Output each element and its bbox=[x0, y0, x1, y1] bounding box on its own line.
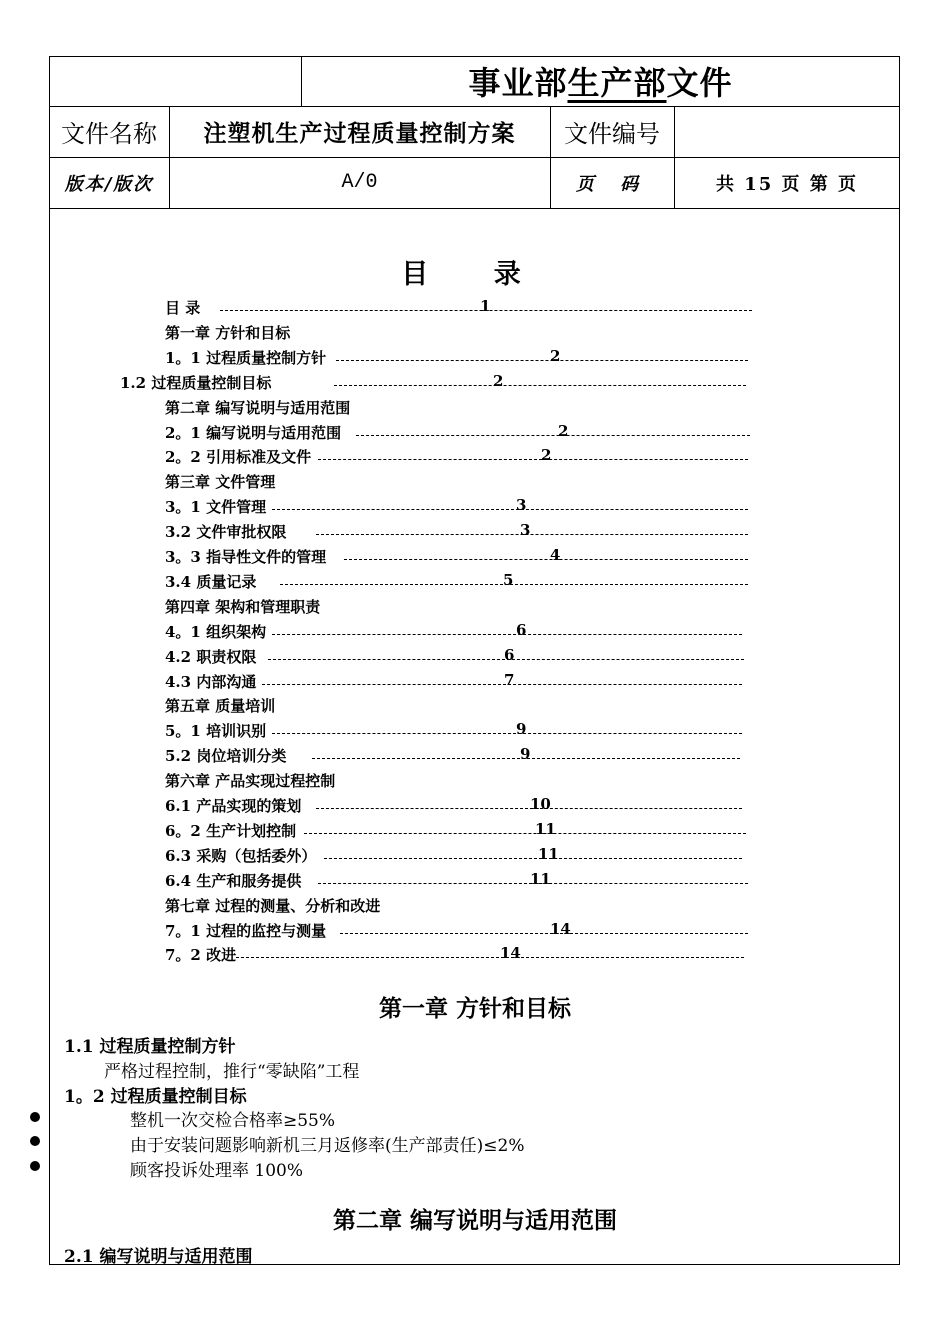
toc-entry-label: 1。1 过程质量控制方针 bbox=[165, 348, 327, 367]
toc-entry-label: 1.2 过程质量控制目标 bbox=[120, 373, 272, 392]
toc-entry-page: 3 bbox=[516, 496, 527, 515]
toc-leader-line bbox=[272, 733, 742, 734]
chapter-2-title: 第二章 编写说明与适用范围 bbox=[332, 1207, 617, 1234]
toc-entry-page: 14 bbox=[500, 944, 521, 963]
toc-entry[interactable] bbox=[0, 745, 950, 767]
toc-leader-line bbox=[262, 684, 742, 685]
toc-entry[interactable] bbox=[0, 496, 950, 518]
toc-entry-label: 第三章 文件管理 bbox=[165, 473, 276, 492]
toc-entry-page: 2 bbox=[493, 371, 504, 390]
toc-entry-page: 1 bbox=[480, 297, 491, 315]
toc-entry[interactable] bbox=[0, 671, 950, 693]
toc-entry-page: 3 bbox=[520, 521, 531, 540]
toc-entry-label: 第四章 架构和管理职责 bbox=[165, 597, 321, 616]
toc-entry-label: 2。2 引用标准及文件 bbox=[165, 448, 312, 467]
toc-entry-label: 6.1 产品实现的策划 bbox=[165, 797, 302, 815]
document-department-title bbox=[301, 56, 900, 106]
toc-entry[interactable] bbox=[0, 820, 950, 842]
toc-leader-line bbox=[334, 385, 746, 386]
toc-entry[interactable] bbox=[0, 895, 950, 917]
toc-entry-page: 6 bbox=[516, 620, 527, 639]
bullet-icon bbox=[30, 1136, 40, 1146]
toc-entry[interactable] bbox=[0, 870, 950, 892]
file-name-label: 文件名称 bbox=[61, 120, 157, 148]
header-divider bbox=[49, 208, 900, 209]
toc-leader-line bbox=[318, 459, 748, 460]
page-label: 页 码 bbox=[575, 173, 649, 195]
toc-leader-line bbox=[340, 933, 748, 934]
toc-entry[interactable] bbox=[0, 621, 950, 643]
toc-entry-label: 6。2 生产计划控制 bbox=[165, 821, 297, 840]
version-label: 版本/版次 bbox=[64, 173, 154, 195]
toc-entry-page: 6 bbox=[504, 645, 515, 664]
toc-entry[interactable] bbox=[0, 770, 950, 792]
toc-leader-line bbox=[344, 559, 748, 560]
department-prefix: 事业部 bbox=[468, 64, 568, 102]
toc-entry[interactable] bbox=[0, 695, 950, 717]
toc-entry[interactable] bbox=[0, 596, 950, 618]
toc-entry-page: 2 bbox=[541, 446, 552, 465]
toc-leader-line bbox=[336, 360, 748, 361]
toc-entry-label: 3。3 指导性文件的管理 bbox=[165, 548, 327, 566]
toc-entry-label: 7。2 改进 bbox=[165, 946, 237, 965]
toc-entry-label: 第五章 质量培训 bbox=[165, 697, 276, 716]
file-number-value bbox=[674, 106, 900, 157]
toc-entry-label: 6.3 采购（包括委外） bbox=[165, 846, 317, 865]
section-1-2-title: 1。2 过程质量控制目标 bbox=[64, 1087, 247, 1107]
toc-entry-label: 目 录 bbox=[165, 299, 201, 317]
toc-entry-page: 4 bbox=[550, 546, 561, 564]
target-item: 由于安装问题影响新机三月返修率(生产部责任)≤2% bbox=[130, 1136, 525, 1156]
toc-entry[interactable] bbox=[0, 422, 950, 444]
toc-leader-line bbox=[316, 534, 748, 535]
toc-entry-page: 9 bbox=[516, 720, 527, 739]
bullet-icon bbox=[30, 1112, 40, 1122]
chapter-1-title: 第一章 方针和目标 bbox=[378, 995, 571, 1022]
toc-entry[interactable] bbox=[0, 720, 950, 742]
department-underlined: 生产部 bbox=[567, 64, 667, 102]
toc-leader-line bbox=[304, 833, 746, 834]
toc-entry[interactable] bbox=[0, 546, 950, 568]
toc-entry-label: 3.4 质量记录 bbox=[165, 572, 257, 591]
page-count: 共 15 页 第 页 bbox=[715, 173, 859, 195]
version-value: A/0 bbox=[341, 171, 378, 194]
toc-leader-line bbox=[236, 957, 744, 958]
toc-entry[interactable] bbox=[0, 297, 950, 319]
file-name-value: 注塑机生产过程质量控制方案 bbox=[203, 121, 516, 147]
toc-entry[interactable] bbox=[0, 322, 950, 344]
toc-leader-line bbox=[280, 584, 748, 585]
department-suffix: 文件 bbox=[666, 64, 733, 102]
section-1-1-title: 1.1 过程质量控制方针 bbox=[64, 1037, 236, 1057]
toc-leader-line bbox=[272, 634, 742, 635]
toc-entry-page: 9 bbox=[520, 745, 531, 764]
section-1-1-text: 严格过程控制，推行“零缺陷”工程 bbox=[104, 1062, 360, 1082]
toc-entry[interactable] bbox=[0, 795, 950, 817]
toc-entry-label: 第六章 产品实现过程控制 bbox=[165, 772, 336, 791]
toc-entry[interactable] bbox=[0, 646, 950, 668]
toc-entry-page: 7 bbox=[504, 670, 515, 689]
toc-entry-label: 第一章 方针和目标 bbox=[165, 323, 291, 342]
toc-leader-line bbox=[316, 808, 742, 809]
toc-entry-label: 2。1 编写说明与适用范围 bbox=[165, 423, 342, 442]
toc-leader-line bbox=[356, 435, 750, 436]
toc-entry-label: 第七章 过程的测量、分析和改进 bbox=[165, 896, 381, 915]
toc-entry-page: 2 bbox=[558, 421, 569, 440]
toc-entry-label: 4.3 内部沟通 bbox=[165, 672, 257, 691]
toc-entry-page: 11 bbox=[530, 869, 551, 888]
toc-entry-label: 3.2 文件审批权限 bbox=[165, 523, 287, 542]
target-item: 顾客投诉处理率 100% bbox=[130, 1161, 304, 1181]
toc-leader-line bbox=[272, 509, 748, 510]
toc-entry-label: 7。1 过程的监控与测量 bbox=[165, 921, 327, 940]
toc-entry-label: 4。1 组织架构 bbox=[165, 622, 267, 641]
toc-entry[interactable] bbox=[0, 920, 950, 942]
toc-entry[interactable] bbox=[0, 372, 950, 394]
toc-entry[interactable] bbox=[0, 397, 950, 419]
toc-entry-label: 5。1 培训识别 bbox=[165, 722, 267, 741]
toc-entry[interactable] bbox=[0, 521, 950, 543]
toc-entry-page: 11 bbox=[538, 844, 559, 863]
toc-entry-page: 5 bbox=[503, 570, 514, 589]
section-2-1-title: 2.1 编写说明与适用范围 bbox=[64, 1247, 253, 1267]
toc-title: 目 录 bbox=[401, 259, 549, 290]
file-number-label: 文件编号 bbox=[564, 120, 660, 148]
toc-entry-label: 第二章 编写说明与适用范围 bbox=[165, 398, 351, 417]
target-item: 整机一次交检合格率≥55% bbox=[130, 1111, 336, 1131]
toc-entry[interactable] bbox=[0, 944, 950, 966]
toc-entry-page: 10 bbox=[530, 795, 551, 813]
toc-entry-label: 3。1 文件管理 bbox=[165, 498, 267, 517]
toc-leader-line bbox=[324, 858, 742, 859]
toc-entry-label: 4.2 职责权限 bbox=[165, 647, 257, 666]
toc-entry-page: 14 bbox=[550, 919, 571, 938]
toc-entry[interactable] bbox=[0, 571, 950, 593]
toc-entry[interactable] bbox=[0, 446, 950, 468]
toc-entry[interactable] bbox=[0, 347, 950, 369]
toc-entry-label: 5.2 岗位培训分类 bbox=[165, 747, 287, 766]
toc-entry-label: 6.4 生产和服务提供 bbox=[165, 871, 302, 890]
toc-entry[interactable] bbox=[0, 845, 950, 867]
toc-entry-page: 2 bbox=[550, 346, 561, 365]
toc-entry-page: 11 bbox=[535, 819, 556, 838]
toc-entry[interactable] bbox=[0, 471, 950, 493]
bullet-icon bbox=[30, 1161, 40, 1171]
